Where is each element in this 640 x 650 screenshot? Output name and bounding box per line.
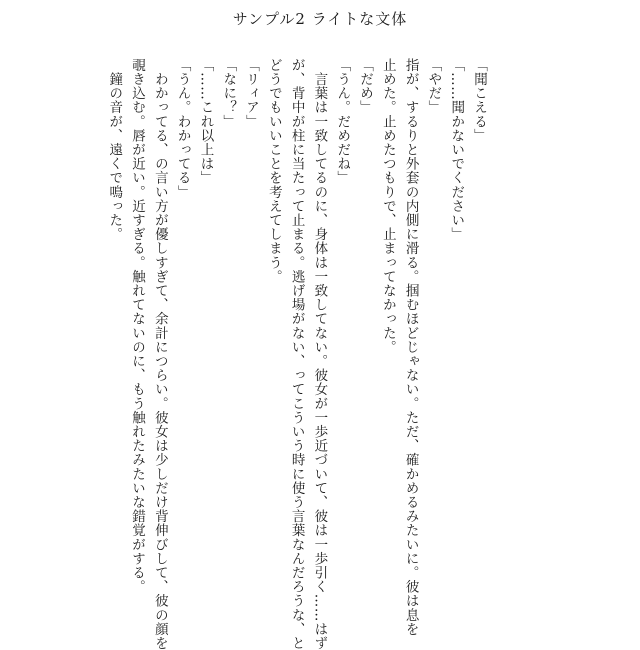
vertical-text-body [102, 58, 490, 650]
text-line: 「うん。わかってる」 [174, 58, 191, 199]
text-line: 鐘の音が、遠くで鳴った。 [106, 58, 123, 242]
text-line: 「だめ」 [357, 58, 374, 115]
page-title: サンプル2 ライトな文体 [232, 10, 408, 28]
text-line: 「やだ」 [425, 58, 442, 115]
text-line: どうでもいいことを考えてしまう。 [265, 58, 282, 284]
text-line: 言葉は一致してるのに、身体は一致してない。彼女が一歩近づいて、彼は一歩引く……はず [311, 58, 328, 650]
text-line: 「うん。だめだね」 [334, 58, 351, 185]
text-line: 「なに？」 [220, 58, 237, 129]
text-line: 覗き込む。唇が近い。近すぎる。触れてないのに、もう触れたみたいな錯覚がする。 [129, 58, 146, 594]
text-line: 「……聞かないでください」 [448, 58, 465, 242]
text-line: が、背中が柱に当たって止まる。逃げ場がない、ってこういう時に使う言葉なんだろうな、と [288, 58, 305, 650]
text-line: 「……これ以上は」 [197, 58, 214, 185]
text-line: 「リィア」 [243, 58, 260, 129]
text-line: わかってる、の言い方が優しすぎて、余計につらい。彼女は少しだけ背伸びして、彼の顔を [151, 58, 168, 650]
text-line: 指が、するりと外套の内側に滑る。掴むほどじゃない。ただ、確かめるみたいに。彼は息を [402, 58, 419, 637]
text-line: 止めた。止めたつもりで、止まってなかった。 [379, 58, 396, 355]
text-line: 「聞こえる」 [471, 58, 487, 143]
